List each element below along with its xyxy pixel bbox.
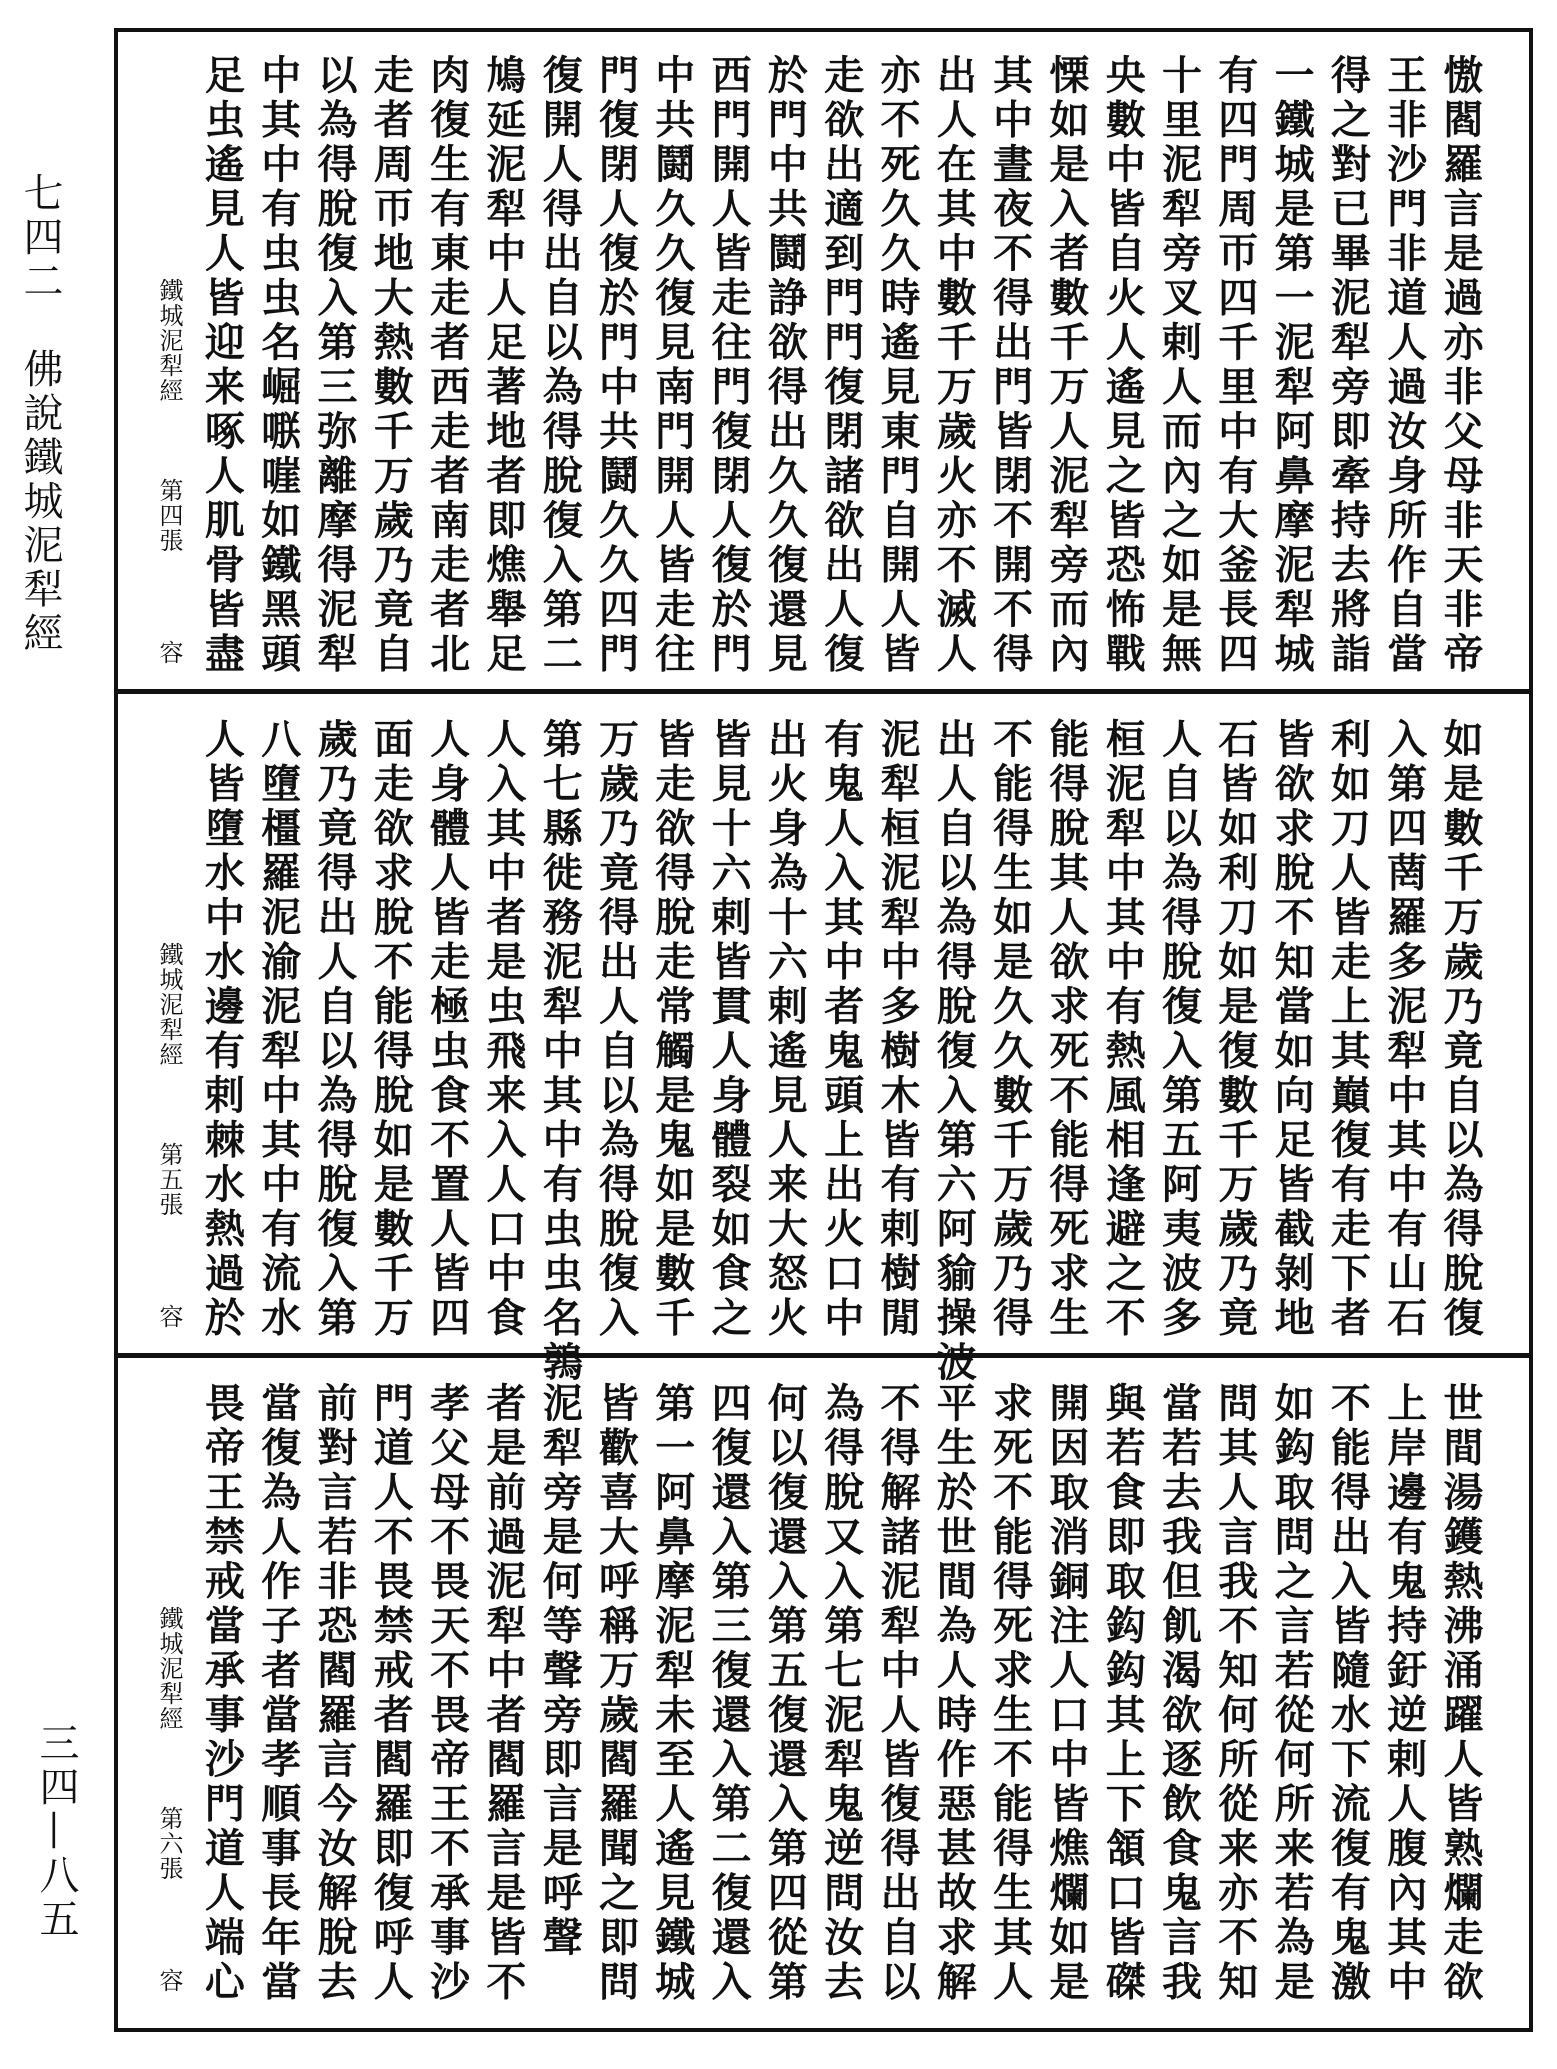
text-column: 第七縣徙務泥犁中其中有虫虫名鶉	[536, 718, 584, 1386]
text-column: 孝父母不畏天不畏帝王不承事沙	[423, 1382, 471, 2005]
text-panel	[114, 692, 1533, 1386]
text-column: 前對言若非恐閻羅言今汝解脫去	[311, 1382, 358, 2005]
marginal-page: 第五張	[155, 1142, 183, 1217]
text-column: 復開人得出自以為得脫復入第二	[536, 54, 584, 677]
text-column: 十里泥犁旁叉剌人而內之如是無	[1155, 54, 1203, 677]
text-column: 門復閉人復於門中共鬪久久四門	[592, 54, 640, 677]
text-column: 央數中皆自火人遙見之皆恐怖戰	[1099, 54, 1147, 677]
text-column: 面走欲求脫不能得脫如是數千万	[367, 718, 415, 1341]
text-column: 不能得出入皆隨水下流復有鬼激	[1324, 1382, 1372, 2005]
text-column: 求死不能得死求生不能得生其人	[986, 1382, 1034, 2005]
text-column: 万歲乃竟得出人自以為得脫復入	[592, 718, 640, 1341]
text-column: 走者周帀地大熱數千万歲乃竟自	[367, 54, 415, 677]
text-column: 四復還入第三復還入第二復還入	[705, 1382, 753, 2005]
text-column: 利如刀人皆走上其巔復有走下者	[1324, 718, 1372, 1341]
marginal-page: 第四張	[155, 478, 183, 553]
text-column: 為得脫又入第七泥犁鬼逆問汝去	[817, 1382, 865, 2005]
text-column: 石皆如利刀如是復數千万歲乃竟	[1211, 718, 1259, 1341]
text-panel	[114, 28, 1533, 692]
text-column: 足虫遙見人皆迎来啄人肌骨皆盡	[198, 54, 246, 677]
text-column: 者是前過泥犁中者閻羅言是皆不	[479, 1382, 527, 2005]
text-column: 一鐵城是第一泥犁阿鼻摩泥犁城	[1268, 54, 1316, 677]
text-column: 有鬼人入其中者鬼頭上出火口中	[817, 718, 865, 1341]
text-column: 第一阿鼻摩泥犁未至人遙見鐵城	[648, 1382, 696, 2005]
text-column: 世間湯鑊熱沸涌躍人皆熟爛走欲	[1437, 1382, 1484, 2005]
text-column: 人身體人皆走極虫食不置人皆四	[423, 718, 471, 1341]
text-column: 問其人言我不知何所從来亦不知	[1211, 1382, 1259, 2005]
text-column: 泥犁旁是何等聲旁即言是呼聲	[536, 1382, 584, 1961]
text-column: 得之對已畢泥犁旁即牽持去將詣	[1324, 54, 1372, 677]
marginal-title: 鐵城泥犁經	[155, 278, 183, 403]
text-column: 何以復還入第五復還入第四從第	[761, 1382, 809, 2005]
text-column: 不得解諸泥犁中人皆復得出自以	[874, 1382, 921, 2005]
text-column: 上岸邊有鬼持釪逆剌人腹內其中	[1380, 1382, 1428, 2005]
text-column: 王非沙門非道人過汝身所作自當	[1380, 54, 1428, 677]
text-column: 不能得生如是久久數千万歲乃得	[986, 718, 1034, 1341]
text-column: 出人自以為得脫復入第六阿貐操波	[930, 718, 978, 1386]
text-column: 以為得脫復入第三弥離摩得泥犁	[311, 54, 358, 677]
text-column: 平生於世間為人時作惡甚故求解	[930, 1382, 978, 2005]
text-column: 開因取消銅注人口中皆燋爛如是	[1042, 1382, 1090, 2005]
marginal-mark: 容	[155, 1304, 183, 1329]
text-column: 慄如是入者數千万人泥犁旁而內	[1042, 54, 1090, 677]
text-column: 入第四菵羅多泥犁中其中有山石	[1380, 718, 1428, 1341]
text-column: 中其中有虫虫名崛𠹻嘊如鐵黑頭	[254, 54, 302, 677]
volume-number: 七四二	[17, 172, 63, 304]
text-column: 其中晝夜不得出門皆閉不開不得	[986, 54, 1034, 677]
text-column: 八墮橿羅泥渝泥犁中其中有流水	[254, 718, 302, 1341]
text-column: 門道人不畏禁戒者閻羅即復呼人	[367, 1382, 415, 2005]
text-column: 皆欲求脫不知當如向足皆截剝地	[1268, 718, 1316, 1341]
text-column: 歲乃竟得出人自以為得脫復入第	[311, 718, 358, 1341]
text-column: 與若食即取鈎鈎其上下頷口皆磔	[1099, 1382, 1147, 2005]
text-column: 皆走欲得脫走常觸是鬼如是數千	[648, 718, 696, 1341]
text-column: 當復為人作子者當孝順事長年當	[254, 1382, 302, 2005]
text-column: 中共鬪久久復見南門開人皆走往	[648, 54, 696, 677]
text-column: 西門開人皆走往門復閉人復於門	[705, 54, 753, 677]
text-column: 桓泥犁中其中有熱風相逢避之不	[1099, 718, 1147, 1341]
text-column: 出人在其中數千万歲火亦不滅人	[930, 54, 978, 677]
marginal-page: 第六張	[155, 1806, 183, 1881]
text-column: 如鈎取問之言若從何所来若為是	[1268, 1382, 1316, 2005]
text-column: 鳩延泥犁中人足著地者即燋舉足	[479, 54, 527, 677]
text-column: 於門中共鬪諍欲得出久久復還見	[761, 54, 809, 677]
sutra-title: 佛說鐵城泥犁經	[17, 348, 63, 656]
text-column: 人皆墮水中水邊有剌棘水熱過於	[198, 718, 246, 1341]
marginal-mark: 容	[155, 640, 183, 665]
text-panel	[114, 1356, 1533, 2020]
text-column: 皆歡喜大呼稱万歲閻羅聞之即問	[592, 1382, 640, 2005]
text-column: 有四門周帀四千里中有大釜長四	[1211, 54, 1259, 677]
marginal-mark: 容	[155, 1968, 183, 1993]
text-column: 慠閻羅言是過亦非父母非天非帝	[1437, 54, 1484, 677]
marginal-title: 鐵城泥犁經	[155, 1606, 183, 1731]
text-column: 肉復生有東走者西走者南走者北	[423, 54, 471, 677]
page-number: 三四—八五	[33, 1722, 79, 1942]
text-column: 當若去我但飢渴欲逐飲食鬼言我	[1155, 1382, 1203, 2005]
text-column: 亦不死久久時遙見東門自開人皆	[874, 54, 921, 677]
text-column: 皆見十六剌皆貫人身體裂如食之	[705, 718, 753, 1341]
marginal-title: 鐵城泥犁經	[155, 942, 183, 1067]
text-column: 能得脫其人欲求死不能得死求生	[1042, 718, 1090, 1341]
text-column: 泥犁桓泥犁中多樹木皆有剌樹閒	[874, 718, 921, 1341]
text-column: 如是數千万歲乃竟自以為得脫復	[1437, 718, 1484, 1341]
text-column: 畏帝王禁戒當承事沙門道人端心	[198, 1382, 246, 2005]
text-column: 人自以為得脫復入第五阿夷波多	[1155, 718, 1203, 1341]
text-column: 出火身為十六剌遙見人来大怒火	[761, 718, 809, 1341]
text-column: 走欲出適到門門復閉諸欲出人復	[817, 54, 865, 677]
text-column: 人入其中者是虫飛来入人口中食	[479, 718, 527, 1341]
